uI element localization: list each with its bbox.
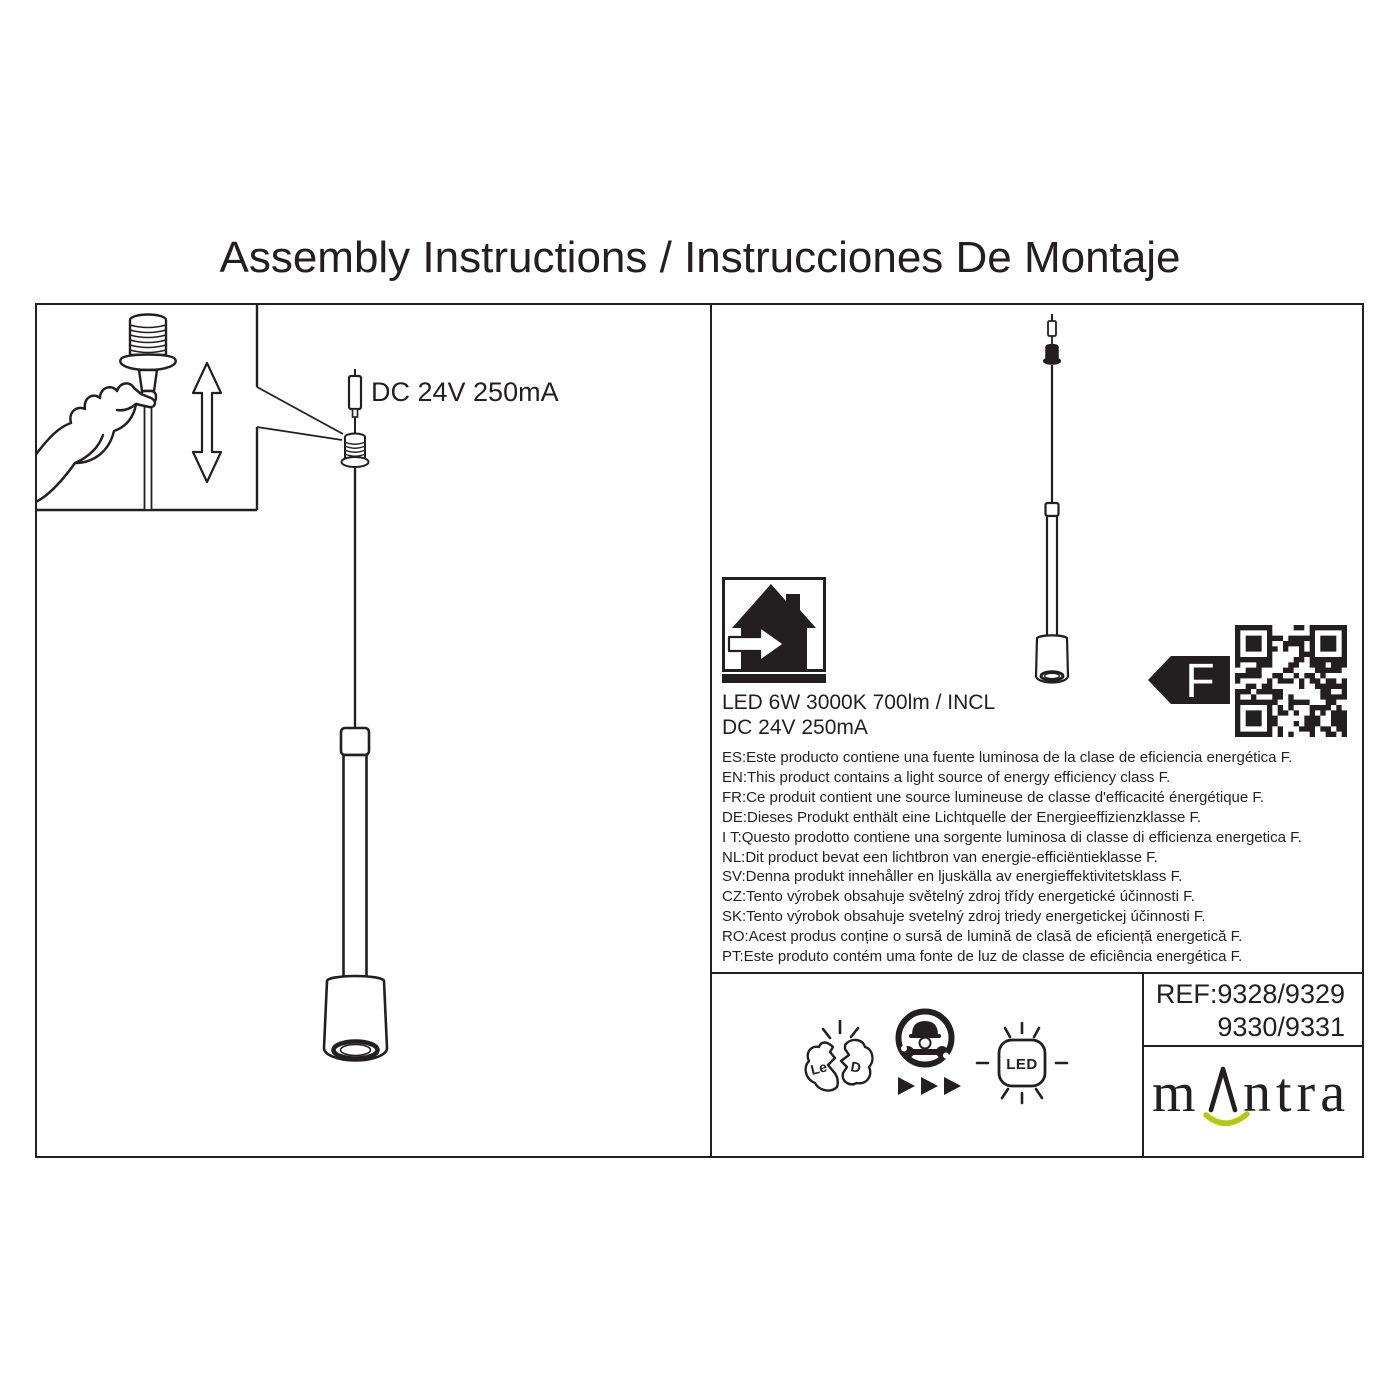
pendant-lamp-right — [1002, 310, 1102, 690]
brand-text-m: m — [1152, 1062, 1196, 1124]
callout-lines — [257, 387, 343, 440]
brand-divider — [1144, 1045, 1364, 1047]
energy-class-letter: F — [1185, 655, 1215, 707]
service-arrows-icon — [898, 1077, 961, 1095]
brand-green-arc — [1206, 1114, 1247, 1123]
led-light-icon — [972, 1020, 1072, 1112]
language-line: RO:Acest produs conține o sursă de lumină de clasă de eficiență energetică F. — [722, 928, 1243, 946]
qr-code — [1235, 625, 1347, 737]
left-panel-illustration — [37, 305, 712, 1156]
power-label: DC 24V 250mA — [371, 377, 559, 407]
main-diagram-frame — [35, 303, 1364, 1158]
language-line: SV:Denna produkt innehåller en ljuskälla av energieffektivitetsklass F. — [722, 868, 1183, 886]
brand-text-ntra: ntra — [1243, 1062, 1351, 1124]
language-line: I T:Questo prodotto contiene una sorgente luminosa di classe di efficienza energetica F. — [722, 828, 1302, 846]
spec-block — [722, 690, 995, 740]
ref-line-2: 9330/9331 — [1217, 1012, 1345, 1042]
broken-led-icon — [795, 1011, 885, 1106]
page-title: Assembly Instructions / Instrucciones De Montaje — [219, 233, 1181, 282]
language-line: ES:Este producto contiene una fuente luminosa de la clase de eficiencia energética F. — [722, 749, 1293, 766]
mantra-logo — [1150, 1058, 1364, 1142]
footer-divider — [712, 972, 1364, 974]
indoor-use-icon — [722, 577, 826, 683]
spec-line-2: DC 24V 250mA — [722, 716, 868, 739]
ref-line-1: REF:9328/9329 — [1155, 979, 1345, 1009]
language-line: EN:This product contains a light source of energy efficiency class F. — [722, 768, 1171, 786]
language-line: FR:Ce produit contient une source lumineuse de classe d'efficacité énergétique F. — [722, 788, 1265, 806]
ref-divider — [1142, 972, 1144, 1156]
language-line: CZ:Tento výrobek obsahuje světelný zdroj třídy energetické účinnosti F. — [722, 888, 1195, 906]
broken-led-right-label: D — [849, 1058, 863, 1076]
spec-line-1: LED 6W 3000K 700lm / INCL — [722, 691, 996, 714]
led-badge-label: LED — [1006, 1056, 1038, 1073]
technician-service-icon — [890, 1005, 962, 1100]
language-line: PT:Este produto contém uma fonte de luz de classe de eficiência energética F. — [722, 948, 1243, 966]
language-line: DE:Dieses Produkt enthält eine Lichtquelle der Energieeffizienzklasse F. — [722, 808, 1202, 826]
pendant-lamp-left — [324, 369, 387, 1061]
up-down-arrow-icon — [193, 363, 221, 482]
language-line: NL:Dit product bevat een lichtbron van energie-efficiëntieklasse F. — [722, 848, 1158, 866]
broken-led-left-label: Le — [808, 1058, 829, 1078]
language-statements — [722, 748, 1302, 967]
hand-illustration — [37, 383, 155, 503]
language-line: SK:Tento výrobok obsahuje svetelný zdroj triedy energetickej účinnosti F. — [722, 908, 1206, 926]
energy-class-label — [1148, 655, 1232, 707]
ref-box — [1145, 978, 1359, 1044]
brand-caret-icon — [1211, 1069, 1235, 1110]
